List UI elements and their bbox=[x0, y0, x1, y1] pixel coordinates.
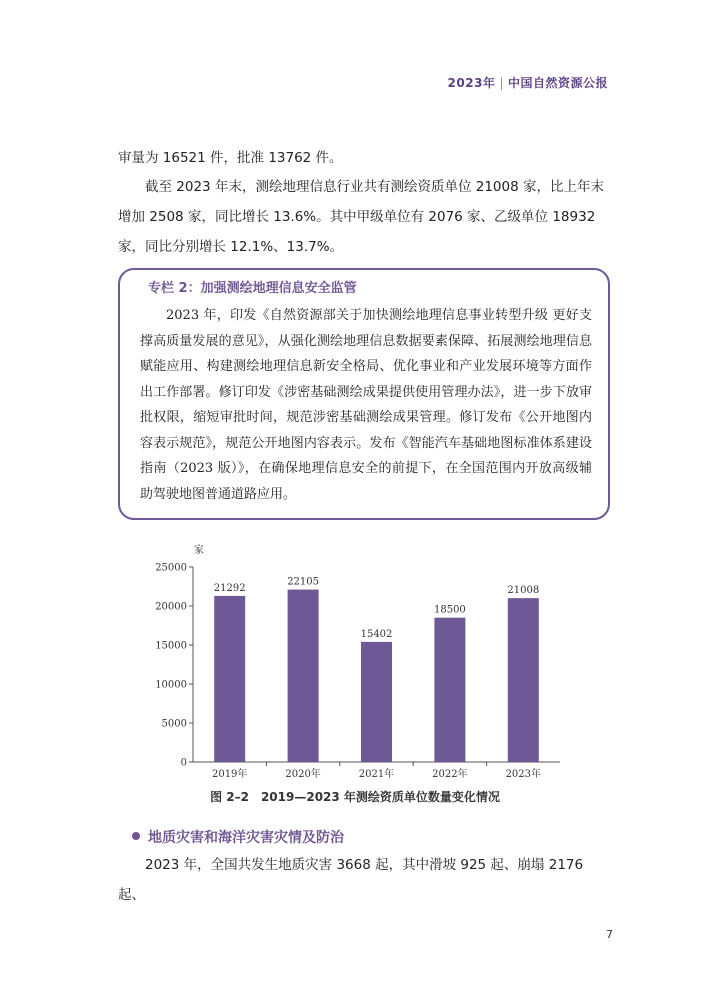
paragraph-approvals: 审量为 16521 件，批准 13762 件。 bbox=[118, 150, 343, 166]
y-tick-label: 25000 bbox=[155, 562, 187, 574]
bar-value-label: 18500 bbox=[433, 604, 466, 616]
y-tick-label: 10000 bbox=[155, 679, 187, 691]
y-tick-label: 15000 bbox=[155, 640, 187, 652]
bar-value-label: 22105 bbox=[287, 576, 320, 588]
header-divider: | bbox=[499, 76, 504, 90]
bar-value-label: 21008 bbox=[507, 585, 540, 597]
x-tick-label: 2020年 bbox=[285, 769, 321, 780]
x-tick-label: 2019年 bbox=[211, 769, 248, 780]
y-tick-label: 20000 bbox=[155, 601, 187, 613]
y-axis-unit-label: 家 bbox=[194, 545, 204, 556]
bar bbox=[508, 598, 539, 762]
bar-value-label: 21292 bbox=[213, 582, 246, 594]
paragraph-disasters: 2023 年，全国共发生地质灾害 3668 起，其中滑坡 925 起、崩塌 2176 起、 bbox=[118, 857, 584, 903]
x-tick-label: 2022年 bbox=[432, 769, 468, 780]
column-box bbox=[118, 268, 610, 520]
report-title: 中国自然资源公报 bbox=[507, 76, 608, 90]
bullet-dot-icon bbox=[132, 832, 140, 840]
x-tick-label: 2021年 bbox=[358, 769, 395, 780]
page-number: 7 bbox=[606, 928, 613, 941]
paragraph-qualified-units: 截至 2023 年末，测绘地理信息行业共有测绘资质单位 21008 家，比上年末增加 2508 家，同比增长 13.6%。其中甲级单位有 2076 家、乙级单位 18932 家，同比分别增长 12.1%、13.7%。 bbox=[118, 179, 604, 255]
chart-caption: 图 2–2 2019—2023 年测绘资质单位数量变化情况 bbox=[210, 790, 500, 804]
bar-chart bbox=[150, 540, 570, 790]
bar bbox=[214, 596, 245, 762]
bar bbox=[361, 642, 392, 762]
report-header bbox=[448, 74, 608, 91]
column-box-body: 2023 年，印发《自然资源部关于加快测绘地理信息事业转型升级 更好支撑高质量发展的意见》，从强化测绘地理信息数据要素保障、拓展测绘地理信息赋能应用、构建测绘地理信息新安全格局、优化事业和产业发展环境等方面作出工作部署。修订印发《涉密基础测绘成果提供使用管理办法》，进一步下放审批权限，缩短审批时间，规范涉密基础测绘成果管理。修订发布《公开地图内容表示规范》，规范公开地图内容表示。发布《智能汽车基础地图标准体系建设指南（2023 版）》，在确保地理信息安全的前提下，在全国范围内开放高级辅助驾驶地图普通道路应用。 bbox=[140, 308, 592, 502]
y-tick-label: 0 bbox=[180, 757, 187, 769]
y-tick-label: 5000 bbox=[161, 718, 187, 730]
x-tick-label: 2023年 bbox=[505, 769, 542, 780]
bar-value-label: 15402 bbox=[360, 628, 393, 640]
report-year: 2023年 bbox=[447, 76, 496, 90]
column-box-title: 专栏 2：加强测绘地理信息安全监管 bbox=[148, 281, 357, 296]
bar bbox=[288, 590, 319, 762]
bar bbox=[434, 618, 465, 762]
section-heading: 地质灾害和海洋灾害灾情及防治 bbox=[148, 830, 344, 846]
